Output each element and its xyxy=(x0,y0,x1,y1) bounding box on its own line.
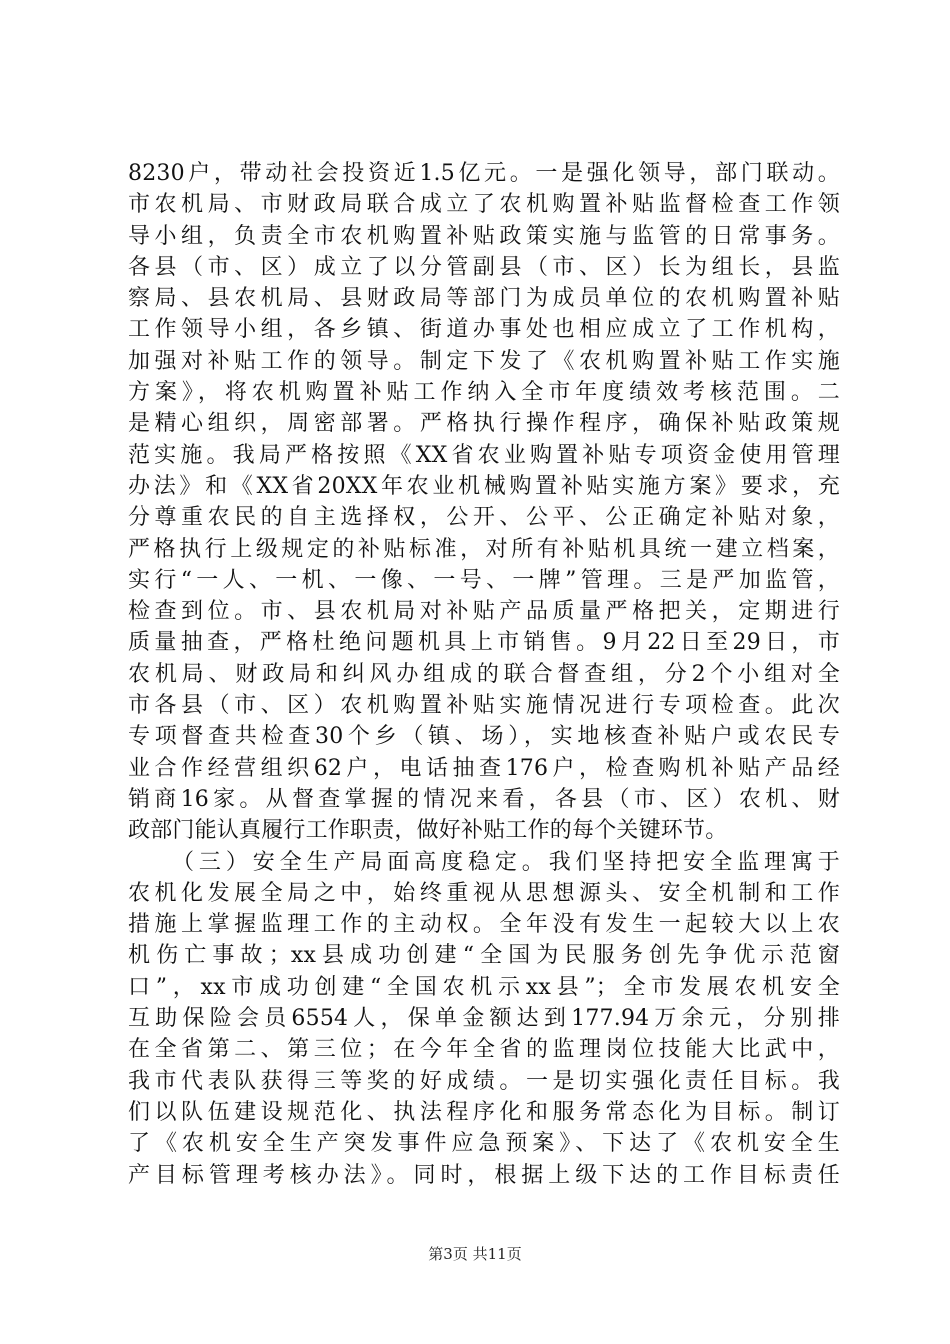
page-number-footer: 第3页 共11页 xyxy=(428,1245,522,1263)
text-line: 各县（市、区）成立了以分管副县（市、区）长为组长，县监 xyxy=(128,254,840,280)
text-line: 产目标管理考核办法》。同时，根据上级下达的工作目标责任 xyxy=(128,1162,840,1188)
text-line: 口”，xx市成功创建“全国农机示xx县”；全市发展农机安全 xyxy=(128,974,840,1000)
text-line: 察局、县农机局、县财政局等部门为成员单位的农机购置补贴 xyxy=(128,286,840,312)
text-line: 们以队伍建设规范化、执法程序化和服务常态化为目标。制订 xyxy=(128,1099,840,1125)
text-line: 农机局、财政局和纠风办组成的联合督查组，分2个小组对全 xyxy=(128,661,840,687)
text-line: 市各县（市、区）农机购置补贴实施情况进行专项检查。此次 xyxy=(128,693,840,719)
text-line: 工作领导小组，各乡镇、街道办事处也相应成立了工作机构， xyxy=(128,317,840,343)
text-line: 销商16家。从督查掌握的情况来看，各县（市、区）农机、财 xyxy=(128,786,840,812)
text-line: 在全省第二、第三位；在今年全省的监理岗位技能大比武中， xyxy=(128,1037,840,1063)
text-line: 我市代表队获得三等奖的好成绩。一是切实强化责任目标。我 xyxy=(128,1068,840,1094)
text-line: 导小组，负责全市农机购置补贴政策实施与监管的日常事务。 xyxy=(128,223,840,249)
text-line: 措施上掌握监理工作的主动权。全年没有发生一起较大以上农 xyxy=(128,912,840,938)
text-line: 是精心组织，周密部署。严格执行操作程序，确保补贴政策规 xyxy=(128,411,840,437)
text-line: 业合作经营组织62户，电话抽查176户，检查购机补贴产品经 xyxy=(128,755,840,781)
text-line: 分尊重农民的自主选择权，公开、公平、公正确定补贴对象， xyxy=(128,505,840,531)
text-line: 方案》，将农机购置补贴工作纳入全市年度绩效考核范围。二 xyxy=(128,380,840,406)
text-line: 8230户，带动社会投资近1.5亿元。一是强化领导，部门联动。 xyxy=(128,161,840,186)
text-line: 检查到位。市、县农机局对补贴产品质量严格把关，定期进行 xyxy=(128,599,840,625)
text-line: 范实施。我局严格按照《XX省农业购置补贴专项资金使用管理 xyxy=(128,442,840,468)
text-line: 政部门能认真履行工作职责，做好补贴工作的每个关键环节。 xyxy=(128,818,728,844)
text-line: 实行“一人、一机、一像、一号、一牌”管理。三是严加监管， xyxy=(128,567,840,593)
text-line: 机伤亡事故；xx县成功创建“全国为民服务创先争优示范窗 xyxy=(128,943,840,969)
text-line: 了《农机安全生产突发事件应急预案》、下达了《农机安全生 xyxy=(128,1131,840,1157)
text-line: 专项督查共检查30个乡（镇、场），实地核查补贴户或农民专 xyxy=(128,724,840,750)
text-line: 办法》和《XX省20XX年农业机械购置补贴实施方案》要求，充 xyxy=(128,473,840,499)
text-line: 互助保险会员6554人，保单金额达到177.94万余元，分别排 xyxy=(128,1006,840,1032)
text-line: 市农机局、市财政局联合成立了农机购置补贴监督检查工作领 xyxy=(128,192,840,218)
text-line: 严格执行上级规定的补贴标准，对所有补贴机具统一建立档案， xyxy=(128,536,840,562)
text-line: 加强对补贴工作的领导。制定下发了《农机购置补贴工作实施 xyxy=(128,348,840,374)
paragraph-first-line: （三）安全生产局面高度稳定。我们坚持把安全监理寓于 xyxy=(172,849,840,875)
text-line: 质量抽查，严格杜绝问题机具上市销售。9月22日至29日，市 xyxy=(128,630,840,656)
text-line: 农机化发展全局之中，始终重视从思想源头、安全机制和工作 xyxy=(128,880,840,906)
document-body xyxy=(128,158,840,1191)
